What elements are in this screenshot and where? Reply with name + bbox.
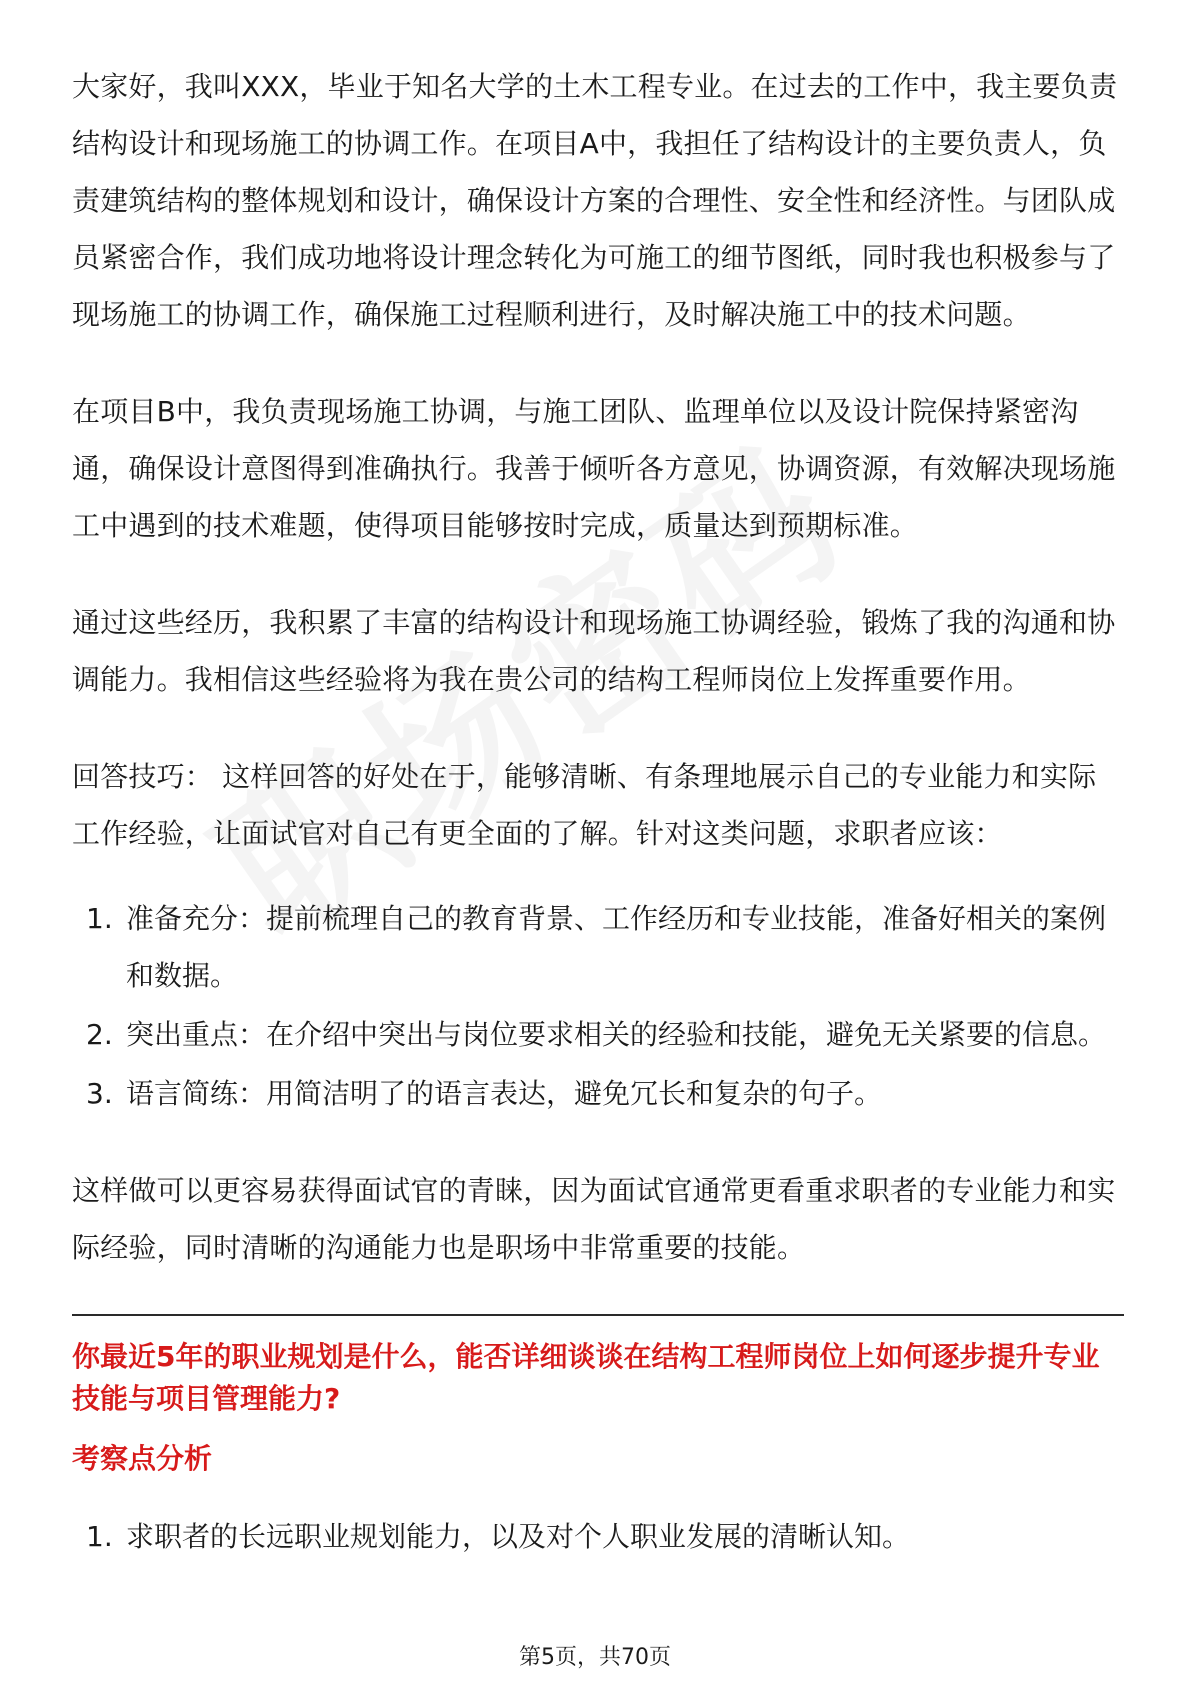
- list-item: [72, 1508, 1124, 1565]
- list-item: [72, 1006, 1124, 1063]
- paragraph-answer-tips: 回答技巧： 这样回答的好处在于，能够清晰、有条理地展示自己的专业能力和实际工作经验，让面试官对自己有更全面的了解。针对这类问题，求职者应该：: [72, 760, 1097, 850]
- paragraph-project-b: 在项目B中，我负责现场施工协调，与施工团队、监理单位以及设计院保持紧密沟通，确保设计意图得到准确执行。我善于倾听各方意见，协调资源，有效解决现场施工中遇到的技术难题，使得项目能够按时完成，质量达到预期标准。: [72, 395, 1116, 542]
- list-number: 1.: [86, 902, 113, 935]
- question-heading: 你最近5年的职业规划是什么，能否详细谈谈在结构工程师岗位上如何逐步提升专业技能与项目管理能力?: [72, 1340, 1100, 1415]
- list-number: 1.: [86, 1520, 113, 1553]
- paragraph-summary: 通过这些经历，我积累了丰富的结构设计和现场施工协调经验，锻炼了我的沟通和协调能力。我相信这些经验将为我在贵公司的结构工程师岗位上发挥重要作用。: [72, 606, 1116, 696]
- list-item-text: 准备充分：提前梳理自己的教育背景、工作经历和专业技能，准备好相关的案例和数据。: [126, 902, 1107, 992]
- analysis-heading: 考察点分析: [72, 1442, 213, 1475]
- page-number: 第5页，共70页: [519, 1645, 671, 1670]
- paragraph-intro: 大家好，我叫XXX，毕业于知名大学的土木工程专业。在过去的工作中，我主要负责结构设计和现场施工的协调工作。在项目A中，我担任了结构设计的主要负责人，负责建筑结构的整体规划和设计，确保设计方案的合理性、安全性和经济性。与团队成员紧密合作，我们成功地将设计理念转化为可施工的细节图纸，同时我也积极参与了现场施工的协调工作，确保施工过程顺利进行，及时解决施工中的技术问题。: [72, 70, 1118, 331]
- analysis-points-list: [72, 1508, 1124, 1565]
- tips-list: [72, 890, 1124, 1122]
- list-number: 2.: [86, 1018, 113, 1051]
- paragraph-conclusion: 这样做可以更容易获得面试官的青睐，因为面试官通常更看重求职者的专业能力和实际经验，同时清晰的沟通能力也是职场中非常重要的技能。: [72, 1174, 1116, 1264]
- list-item: [72, 1065, 1124, 1122]
- list-item-text: 语言简练：用简洁明了的语言表达，避免冗长和复杂的句子。: [126, 1077, 883, 1110]
- section-divider: [72, 1314, 1124, 1316]
- list-item-text: 求职者的长远职业规划能力，以及对个人职业发展的清晰认知。: [126, 1520, 911, 1553]
- list-item: [72, 890, 1124, 1004]
- list-item-text: 突出重点：在介绍中突出与岗位要求相关的经验和技能，避免无关紧要的信息。: [126, 1018, 1107, 1051]
- document-page: [72, 58, 1124, 1565]
- list-number: 3.: [86, 1077, 113, 1110]
